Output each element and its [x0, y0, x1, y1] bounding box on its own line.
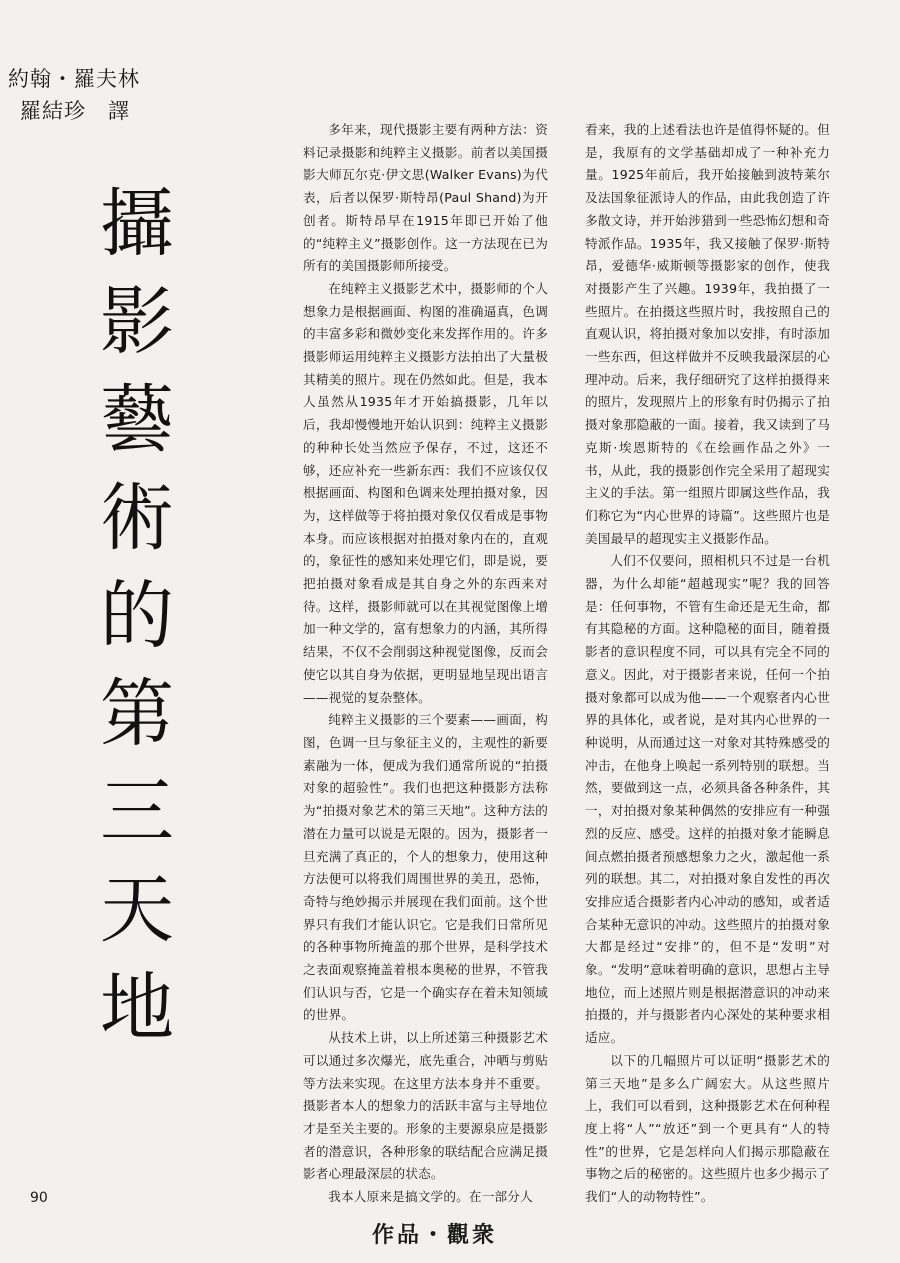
paragraph: 从技术上讲，以上所述第三种摄影艺术可以通过多次爆光，底先重合，冲晒与剪贴等方法来实现。在这里方法本身并不重要。摄影者本人的想象力的活跃丰富与主导地位才是至关主要的。形象的主要源泉应是摄影者的潜意识，各种形象的联结配合应满足摄影者心理最深层的状态。 [303, 1030, 548, 1182]
paragraph: 看来，我的上述看法也许是值得怀疑的。但是，我原有的文学基础却成了一种补充力量。1925年前后，我开始接触到波特莱尔及法国象征派诗人的作品，由此我创造了许多散文诗，并开始涉猎到一些恐怖幻想和奇特派作品。1935年，我又接触了保罗·斯特昂，爱德华·威斯顿等摄影家的创作，使我对摄影产生了兴趣。1939年，我拍摄了一些照片。在拍摄这些照片时，我按照自己的直观认识，将拍摄对象加以安排，有时添加一些东西，但这样做并不反映我最深层的心理冲动。后来，我仔细研究了这样拍摄得来的照片，发现照片上的形象有时仍揭示了拍摄对象那隐蔽的一面。接着，我又读到了马克斯·埃恩斯特的《在绘画作品之外》一书，从此，我的摄影创作完全采用了超现实主义的手法。第一组照片即属这些作品，我们称它为“内心世界的诗篇”。这些照片也是美国最早的超现实主义摄影作品。 [585, 122, 830, 546]
title-char: 地 [100, 965, 174, 1051]
title-char: 影 [100, 279, 174, 365]
paragraph: 在纯粹主义摄影艺术中，摄影师的个人想象力是根据画面、构图的准确逼真，色调的丰富多彩和微妙变化来发挥作用的。许多摄影师运用纯粹主义摄影方法拍出了大量极其精美的照片。现在仍然如此。但是，我本人虽然从1935年才开始搞摄影，几年以后，我却慢慢地开始认识到：纯粹主义摄影的种种长处当然应予保存，不过，这还不够，还应补充一些新东西：我们不应该仅仅根据画面、构图和色调来处理拍摄对象，因为，这样做等于将拍摄对象仅仅看成是事物本身。而应该根据对拍摄对象内在的，直观的，象征性的感知来处理它们，即是说，要把拍摄对象看成是其自身之外的东西来对待。这样，摄影师就可以在其视觉图像上增加一种文学的，富有想象力的内涵，其所得结果，不仅不会削弱这种视觉图像，反而会使它以其自身为依据，更明显地呈现出语言——视觉的复杂整体。 [303, 280, 548, 705]
paragraph: 人们不仅要问，照相机只不过是一台机器，为什么却能“超越现实”呢？我的回答是：任何事物，不管有生命还是无生命，都有其隐秘的方面。这种隐秘的面目，随着摄影者的意识程度不同，可以具有完全不同的意义。因此，对于摄影者来说，任何一个拍摄对象都可以成为他——一个观察者内心世界的具体化，或者说，是对其内心世界的一种说明，从而通过这一对象对其特殊感受的冲击，在他身上唤起一系列特别的联想。当然，要做到这一点，必须具备各种条件，其一，对拍摄对象某种偶然的安排应有一种强烈的反应、感受。这样的拍摄对象才能瞬息间点燃拍摄者预感想象力之火，激起他一系列的联想。其二，对拍摄对象自发性的再次安排应适合摄影者内心冲动的感知，或者适合某种无意识的冲动。这些照片的拍摄对象大都是经过“安排”的，但不是“发明”对象。“发明”意味着明确的意识，思想占主导地位，而上述照片则是根据潜意识的冲动来拍摄的，并与摄影者内心深处的某种要求相适应。 [585, 553, 830, 1046]
translator-name: 羅結珍 譯 [20, 99, 130, 123]
paragraph: 纯粹主义摄影的三个要素——画面，构图，色调一旦与象征主义的，主观性的新要素融为一体，便成为我们通常所说的“拍摄对象的超验性”。我们也把这种摄影方法称为“拍摄对象艺术的第三天地”。这种方法的潜在力量可以说是无限的。因为，摄影者一旦充满了真正的，个人的想象力，使用这种方法便可以将我们周围世界的美丑，恐怖，奇特与绝妙揭示并展现在我们面前。这个世界只有我们才能认识它。它是我们日常所见的各种事物所掩盖的那个世界，是科学技术之表面观察掩盖着根本奥秘的世界，不管我们认识与否，它是一个确实存在着未知领域的世界。 [303, 712, 548, 1023]
title-char: 三 [100, 769, 174, 855]
section-footer-title: 作品・觀衆 [372, 1223, 498, 1248]
text-column-left [303, 119, 548, 1209]
title-char: 天 [100, 867, 174, 953]
text-column-right [585, 119, 830, 1209]
title-char: 第 [100, 671, 174, 757]
paragraph: 多年来，现代摄影主要有两种方法：资料记录摄影和纯粹主义摄影。前者以美国摄影大师瓦尔克·伊文思(Walker Evans)为代表，后者以保罗·斯特昂(Paul Shand)为开创者。斯特昂早在1915年即已开始了他的“纯粹主义”摄影创作。这一方法现在已为所有的美国摄影师所接受。 [303, 122, 548, 274]
paragraph: 以下的几幅照片可以证明“摄影艺术的第三天地”是多么广阔宏大。从这些照片上，我们可以看到，这种摄影艺术在何种程度上将“人”“放还”到一个更具有“人的特性”的世界，它是怎样向人们揭示那隐蔽在事物之后的秘密的。这些照片也多少揭示了我们“人的动物特性”。 [585, 1052, 830, 1205]
page-number: 90 [30, 1190, 48, 1206]
author-name: 約翰・羅夫林 [8, 67, 140, 91]
title-char: 的 [100, 573, 174, 659]
title-char: 術 [100, 475, 174, 561]
article-title [92, 175, 182, 1057]
paragraph: 我本人原来是搞文学的。在一部分人 [328, 1189, 533, 1205]
title-char: 攝 [100, 181, 174, 267]
title-char: 藝 [100, 377, 174, 463]
